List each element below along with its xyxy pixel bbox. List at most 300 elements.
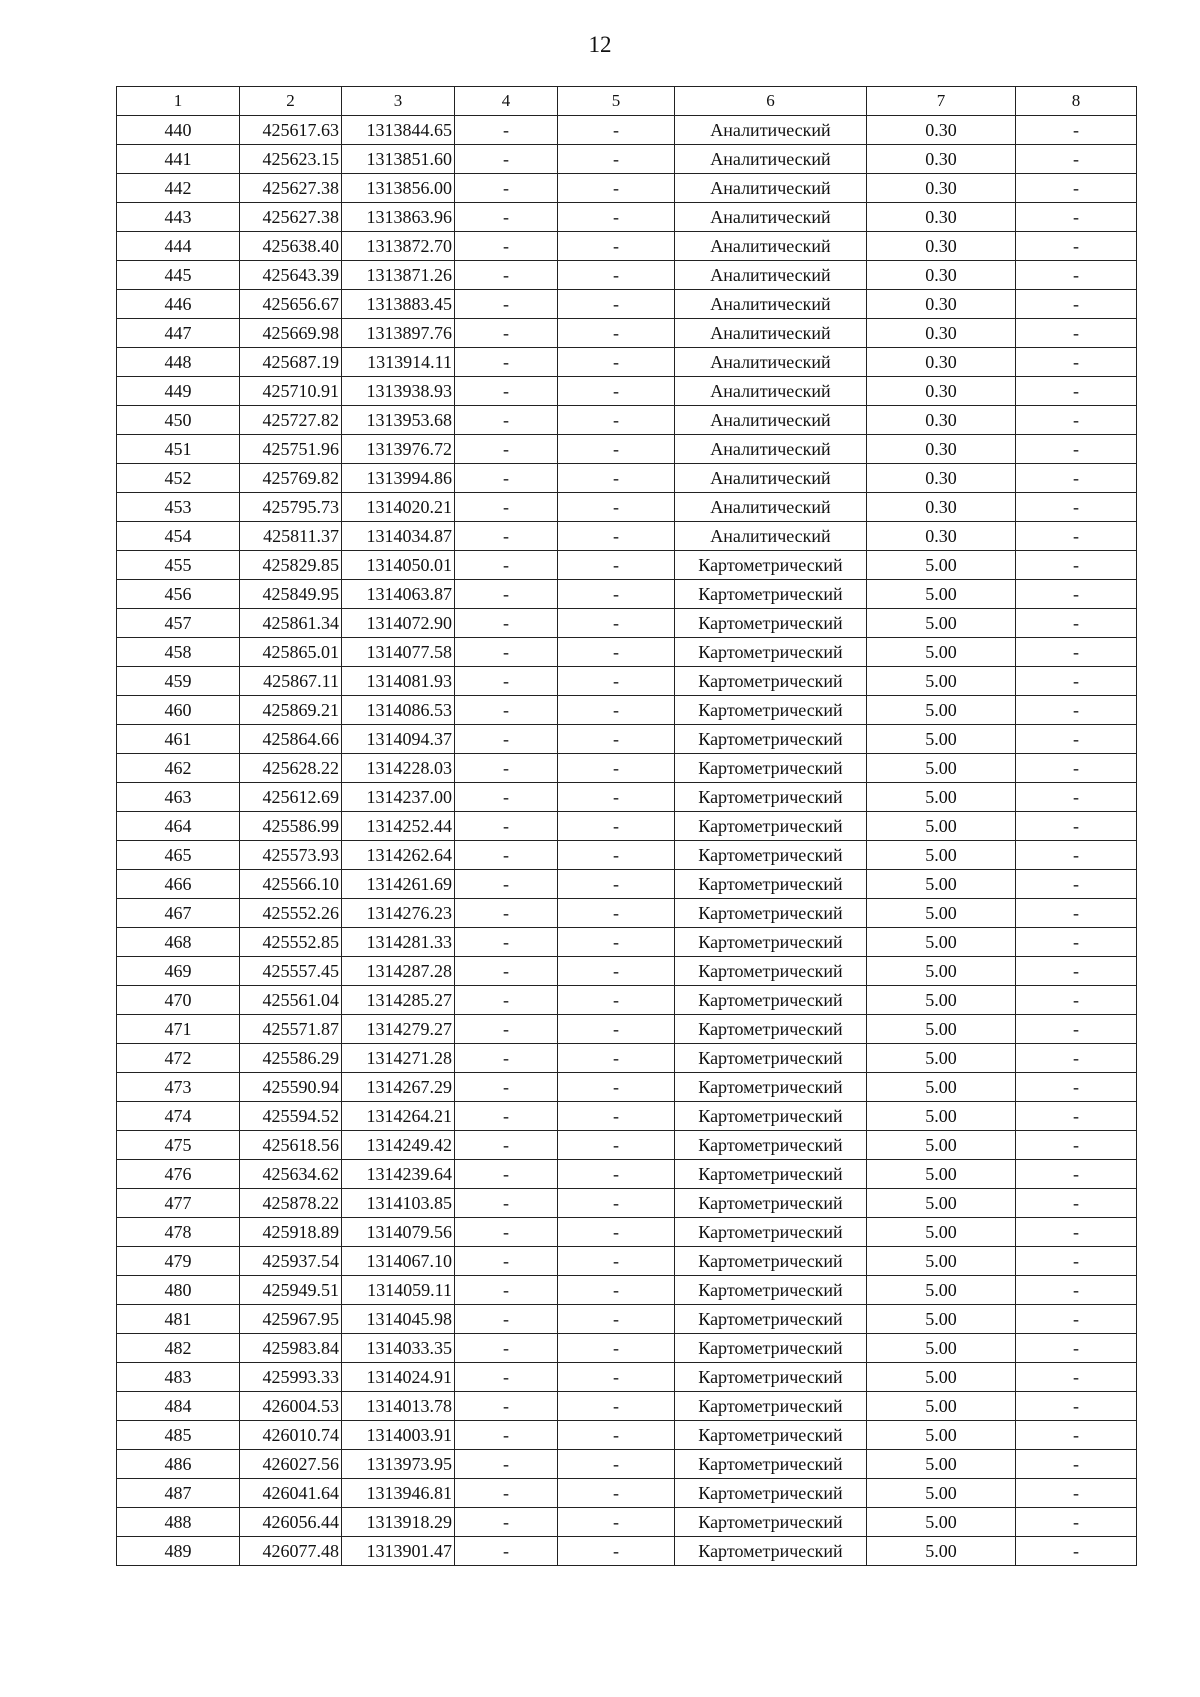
column-5-cell: - — [558, 870, 675, 899]
column-4-cell: - — [455, 261, 558, 290]
column-4-cell: - — [455, 319, 558, 348]
y-coordinate-cell: 1314103.85 — [342, 1189, 455, 1218]
y-coordinate-cell: 1313918.29 — [342, 1508, 455, 1537]
column-4-cell: - — [455, 377, 558, 406]
table-row — [117, 638, 1137, 667]
column-8-cell: - — [1016, 1218, 1137, 1247]
x-coordinate-cell: 425949.51 — [240, 1276, 342, 1305]
y-coordinate-cell: 1313914.11 — [342, 348, 455, 377]
column-4-cell: - — [455, 899, 558, 928]
column-4-cell: - — [455, 145, 558, 174]
point-number-cell: 475 — [117, 1131, 240, 1160]
column-5-cell: - — [558, 377, 675, 406]
column-8-cell: - — [1016, 1450, 1137, 1479]
point-number-cell: 452 — [117, 464, 240, 493]
column-4-cell: - — [455, 522, 558, 551]
column-5-cell: - — [558, 348, 675, 377]
point-number-cell: 480 — [117, 1276, 240, 1305]
y-coordinate-cell: 1314271.28 — [342, 1044, 455, 1073]
x-coordinate-cell: 425869.21 — [240, 696, 342, 725]
table-row — [117, 493, 1137, 522]
point-number-cell: 488 — [117, 1508, 240, 1537]
column-5-cell: - — [558, 1421, 675, 1450]
table-row — [117, 319, 1137, 348]
method-cell: Аналитический — [675, 377, 867, 406]
method-cell: Картометрический — [675, 1421, 867, 1450]
x-coordinate-cell: 425861.34 — [240, 609, 342, 638]
column-8-cell: - — [1016, 1102, 1137, 1131]
column-5-cell: - — [558, 783, 675, 812]
method-cell: Аналитический — [675, 348, 867, 377]
column-8-cell: - — [1016, 116, 1137, 145]
method-cell: Аналитический — [675, 261, 867, 290]
method-cell: Картометрический — [675, 812, 867, 841]
method-cell: Картометрический — [675, 1218, 867, 1247]
column-8-cell: - — [1016, 1189, 1137, 1218]
x-coordinate-cell: 425983.84 — [240, 1334, 342, 1363]
table-row — [117, 406, 1137, 435]
x-coordinate-cell: 425829.85 — [240, 551, 342, 580]
column-5-cell: - — [558, 1131, 675, 1160]
method-cell: Картометрический — [675, 986, 867, 1015]
column-5-cell: - — [558, 1218, 675, 1247]
column-4-cell: - — [455, 1276, 558, 1305]
y-coordinate-cell: 1314059.11 — [342, 1276, 455, 1305]
point-number-cell: 469 — [117, 957, 240, 986]
point-number-cell: 472 — [117, 1044, 240, 1073]
method-cell: Картометрический — [675, 1363, 867, 1392]
method-cell: Аналитический — [675, 116, 867, 145]
table-row — [117, 1073, 1137, 1102]
x-coordinate-cell: 425552.85 — [240, 928, 342, 957]
accuracy-cell: 0.30 — [867, 493, 1016, 522]
column-header: 8 — [1016, 87, 1137, 116]
accuracy-cell: 5.00 — [867, 1363, 1016, 1392]
column-8-cell: - — [1016, 290, 1137, 319]
column-5-cell: - — [558, 957, 675, 986]
x-coordinate-cell: 425627.38 — [240, 203, 342, 232]
column-4-cell: - — [455, 174, 558, 203]
accuracy-cell: 0.30 — [867, 348, 1016, 377]
column-4-cell: - — [455, 986, 558, 1015]
column-4-cell: - — [455, 667, 558, 696]
y-coordinate-cell: 1313871.26 — [342, 261, 455, 290]
point-number-cell: 442 — [117, 174, 240, 203]
x-coordinate-cell: 425687.19 — [240, 348, 342, 377]
accuracy-cell: 5.00 — [867, 870, 1016, 899]
method-cell: Картометрический — [675, 957, 867, 986]
column-8-cell: - — [1016, 1160, 1137, 1189]
table-row — [117, 725, 1137, 754]
method-cell: Картометрический — [675, 1537, 867, 1566]
accuracy-cell: 5.00 — [867, 1508, 1016, 1537]
method-cell: Картометрический — [675, 667, 867, 696]
table-row — [117, 1044, 1137, 1073]
point-number-cell: 487 — [117, 1479, 240, 1508]
column-5-cell: - — [558, 1189, 675, 1218]
y-coordinate-cell: 1314267.29 — [342, 1073, 455, 1102]
table-row — [117, 609, 1137, 638]
x-coordinate-cell: 426004.53 — [240, 1392, 342, 1421]
column-8-cell: - — [1016, 261, 1137, 290]
x-coordinate-cell: 425561.04 — [240, 986, 342, 1015]
accuracy-cell: 0.30 — [867, 406, 1016, 435]
column-4-cell: - — [455, 232, 558, 261]
column-4-cell: - — [455, 1392, 558, 1421]
method-cell: Картометрический — [675, 1247, 867, 1276]
point-number-cell: 478 — [117, 1218, 240, 1247]
method-cell: Картометрический — [675, 1305, 867, 1334]
column-5-cell: - — [558, 1334, 675, 1363]
method-cell: Картометрический — [675, 754, 867, 783]
table-row — [117, 1218, 1137, 1247]
column-8-cell: - — [1016, 1508, 1137, 1537]
point-number-cell: 441 — [117, 145, 240, 174]
accuracy-cell: 5.00 — [867, 638, 1016, 667]
table-row — [117, 1102, 1137, 1131]
column-4-cell: - — [455, 841, 558, 870]
point-number-cell: 457 — [117, 609, 240, 638]
column-header: 2 — [240, 87, 342, 116]
accuracy-cell: 5.00 — [867, 1102, 1016, 1131]
column-4-cell: - — [455, 203, 558, 232]
accuracy-cell: 0.30 — [867, 145, 1016, 174]
column-header: 7 — [867, 87, 1016, 116]
column-5-cell: - — [558, 725, 675, 754]
x-coordinate-cell: 426010.74 — [240, 1421, 342, 1450]
point-number-cell: 483 — [117, 1363, 240, 1392]
method-cell: Картометрический — [675, 1450, 867, 1479]
method-cell: Картометрический — [675, 1102, 867, 1131]
y-coordinate-cell: 1314045.98 — [342, 1305, 455, 1334]
point-number-cell: 448 — [117, 348, 240, 377]
y-coordinate-cell: 1313973.95 — [342, 1450, 455, 1479]
column-4-cell: - — [455, 1160, 558, 1189]
column-5-cell: - — [558, 1392, 675, 1421]
table-row — [117, 1537, 1137, 1566]
column-4-cell: - — [455, 870, 558, 899]
accuracy-cell: 0.30 — [867, 377, 1016, 406]
column-8-cell: - — [1016, 1479, 1137, 1508]
accuracy-cell: 0.30 — [867, 261, 1016, 290]
method-cell: Картометрический — [675, 1189, 867, 1218]
x-coordinate-cell: 425634.62 — [240, 1160, 342, 1189]
point-number-cell: 445 — [117, 261, 240, 290]
header-row — [117, 87, 1137, 116]
column-4-cell: - — [455, 638, 558, 667]
accuracy-cell: 5.00 — [867, 1537, 1016, 1566]
column-5-cell: - — [558, 638, 675, 667]
x-coordinate-cell: 426041.64 — [240, 1479, 342, 1508]
method-cell: Картометрический — [675, 783, 867, 812]
column-5-cell: - — [558, 1102, 675, 1131]
column-5-cell: - — [558, 435, 675, 464]
point-number-cell: 467 — [117, 899, 240, 928]
y-coordinate-cell: 1314063.87 — [342, 580, 455, 609]
x-coordinate-cell: 425590.94 — [240, 1073, 342, 1102]
method-cell: Картометрический — [675, 580, 867, 609]
column-8-cell: - — [1016, 609, 1137, 638]
method-cell: Картометрический — [675, 841, 867, 870]
column-4-cell: - — [455, 1102, 558, 1131]
table-row — [117, 1305, 1137, 1334]
x-coordinate-cell: 425656.67 — [240, 290, 342, 319]
column-8-cell: - — [1016, 580, 1137, 609]
y-coordinate-cell: 1314239.64 — [342, 1160, 455, 1189]
column-8-cell: - — [1016, 725, 1137, 754]
column-8-cell: - — [1016, 319, 1137, 348]
method-cell: Картометрический — [675, 899, 867, 928]
point-number-cell: 479 — [117, 1247, 240, 1276]
point-number-cell: 456 — [117, 580, 240, 609]
y-coordinate-cell: 1314013.78 — [342, 1392, 455, 1421]
column-5-cell: - — [558, 406, 675, 435]
column-8-cell: - — [1016, 841, 1137, 870]
y-coordinate-cell: 1314094.37 — [342, 725, 455, 754]
column-8-cell: - — [1016, 551, 1137, 580]
column-8-cell: - — [1016, 1073, 1137, 1102]
table-row — [117, 1160, 1137, 1189]
column-5-cell: - — [558, 1073, 675, 1102]
y-coordinate-cell: 1314285.27 — [342, 986, 455, 1015]
column-8-cell: - — [1016, 667, 1137, 696]
x-coordinate-cell: 425586.29 — [240, 1044, 342, 1073]
page-number: 12 — [588, 32, 612, 57]
table-row — [117, 1189, 1137, 1218]
y-coordinate-cell: 1314050.01 — [342, 551, 455, 580]
y-coordinate-cell: 1314033.35 — [342, 1334, 455, 1363]
column-4-cell: - — [455, 957, 558, 986]
column-4-cell: - — [455, 783, 558, 812]
x-coordinate-cell: 425727.82 — [240, 406, 342, 435]
column-4-cell: - — [455, 812, 558, 841]
y-coordinate-cell: 1313883.45 — [342, 290, 455, 319]
accuracy-cell: 0.30 — [867, 435, 1016, 464]
y-coordinate-cell: 1314024.91 — [342, 1363, 455, 1392]
table-row — [117, 754, 1137, 783]
column-5-cell: - — [558, 928, 675, 957]
x-coordinate-cell: 425918.89 — [240, 1218, 342, 1247]
point-number-cell: 444 — [117, 232, 240, 261]
method-cell: Картометрический — [675, 870, 867, 899]
column-8-cell: - — [1016, 174, 1137, 203]
table-row — [117, 1392, 1137, 1421]
column-4-cell: - — [455, 1044, 558, 1073]
column-4-cell: - — [455, 1073, 558, 1102]
column-4-cell: - — [455, 1305, 558, 1334]
accuracy-cell: 5.00 — [867, 928, 1016, 957]
accuracy-cell: 0.30 — [867, 203, 1016, 232]
column-5-cell: - — [558, 1305, 675, 1334]
method-cell: Картометрический — [675, 609, 867, 638]
column-5-cell: - — [558, 812, 675, 841]
point-number-cell: 450 — [117, 406, 240, 435]
x-coordinate-cell: 425612.69 — [240, 783, 342, 812]
x-coordinate-cell: 425627.38 — [240, 174, 342, 203]
method-cell: Картометрический — [675, 1276, 867, 1305]
point-number-cell: 447 — [117, 319, 240, 348]
accuracy-cell: 0.30 — [867, 174, 1016, 203]
x-coordinate-cell: 425618.56 — [240, 1131, 342, 1160]
column-8-cell: - — [1016, 1305, 1137, 1334]
table-row — [117, 1450, 1137, 1479]
column-8-cell: - — [1016, 1392, 1137, 1421]
table-row — [117, 551, 1137, 580]
accuracy-cell: 5.00 — [867, 1276, 1016, 1305]
accuracy-cell: 5.00 — [867, 1479, 1016, 1508]
column-8-cell: - — [1016, 696, 1137, 725]
x-coordinate-cell: 426056.44 — [240, 1508, 342, 1537]
table-row — [117, 928, 1137, 957]
column-8-cell: - — [1016, 1537, 1137, 1566]
column-5-cell: - — [558, 1015, 675, 1044]
x-coordinate-cell: 425628.22 — [240, 754, 342, 783]
accuracy-cell: 5.00 — [867, 957, 1016, 986]
column-4-cell: - — [455, 551, 558, 580]
method-cell: Картометрический — [675, 1073, 867, 1102]
x-coordinate-cell: 425669.98 — [240, 319, 342, 348]
x-coordinate-cell: 425795.73 — [240, 493, 342, 522]
point-number-cell: 465 — [117, 841, 240, 870]
column-5-cell: - — [558, 580, 675, 609]
x-coordinate-cell: 425864.66 — [240, 725, 342, 754]
column-5-cell: - — [558, 1044, 675, 1073]
point-number-cell: 477 — [117, 1189, 240, 1218]
accuracy-cell: 0.30 — [867, 522, 1016, 551]
column-8-cell: - — [1016, 928, 1137, 957]
column-4-cell: - — [455, 1247, 558, 1276]
x-coordinate-cell: 426077.48 — [240, 1537, 342, 1566]
x-coordinate-cell: 425867.11 — [240, 667, 342, 696]
table-row — [117, 899, 1137, 928]
table-row — [117, 783, 1137, 812]
table-row — [117, 1131, 1137, 1160]
y-coordinate-cell: 1313976.72 — [342, 435, 455, 464]
column-header: 4 — [455, 87, 558, 116]
table-row — [117, 261, 1137, 290]
column-4-cell: - — [455, 928, 558, 957]
table-row — [117, 696, 1137, 725]
accuracy-cell: 5.00 — [867, 1131, 1016, 1160]
y-coordinate-cell: 1314276.23 — [342, 899, 455, 928]
column-4-cell: - — [455, 1015, 558, 1044]
column-4-cell: - — [455, 435, 558, 464]
point-number-cell: 462 — [117, 754, 240, 783]
x-coordinate-cell: 425865.01 — [240, 638, 342, 667]
method-cell: Аналитический — [675, 232, 867, 261]
x-coordinate-cell: 425638.40 — [240, 232, 342, 261]
y-coordinate-cell: 1313856.00 — [342, 174, 455, 203]
column-5-cell: - — [558, 551, 675, 580]
accuracy-cell: 5.00 — [867, 812, 1016, 841]
method-cell: Картометрический — [675, 1334, 867, 1363]
accuracy-cell: 5.00 — [867, 1015, 1016, 1044]
y-coordinate-cell: 1314077.58 — [342, 638, 455, 667]
accuracy-cell: 5.00 — [867, 899, 1016, 928]
column-4-cell: - — [455, 1537, 558, 1566]
table-row — [117, 116, 1137, 145]
point-number-cell: 458 — [117, 638, 240, 667]
accuracy-cell: 5.00 — [867, 1247, 1016, 1276]
y-coordinate-cell: 1314262.64 — [342, 841, 455, 870]
column-5-cell: - — [558, 232, 675, 261]
y-coordinate-cell: 1313863.96 — [342, 203, 455, 232]
point-number-cell: 446 — [117, 290, 240, 319]
column-8-cell: - — [1016, 638, 1137, 667]
column-8-cell: - — [1016, 493, 1137, 522]
table-row — [117, 986, 1137, 1015]
y-coordinate-cell: 1314079.56 — [342, 1218, 455, 1247]
table-row — [117, 1508, 1137, 1537]
table-row — [117, 1334, 1137, 1363]
method-cell: Аналитический — [675, 290, 867, 319]
column-8-cell: - — [1016, 754, 1137, 783]
point-number-cell: 466 — [117, 870, 240, 899]
accuracy-cell: 5.00 — [867, 1073, 1016, 1102]
coordinates-table — [116, 86, 1137, 1566]
point-number-cell: 453 — [117, 493, 240, 522]
column-header: 3 — [342, 87, 455, 116]
y-coordinate-cell: 1313994.86 — [342, 464, 455, 493]
accuracy-cell: 5.00 — [867, 783, 1016, 812]
accuracy-cell: 5.00 — [867, 1189, 1016, 1218]
column-5-cell: - — [558, 1450, 675, 1479]
table-row — [117, 203, 1137, 232]
x-coordinate-cell: 425710.91 — [240, 377, 342, 406]
column-4-cell: - — [455, 609, 558, 638]
table-row — [117, 522, 1137, 551]
accuracy-cell: 0.30 — [867, 464, 1016, 493]
table-row — [117, 667, 1137, 696]
column-4-cell: - — [455, 1334, 558, 1363]
column-8-cell: - — [1016, 899, 1137, 928]
method-cell: Картометрический — [675, 1015, 867, 1044]
table-row — [117, 841, 1137, 870]
column-4-cell: - — [455, 1479, 558, 1508]
method-cell: Аналитический — [675, 493, 867, 522]
column-4-cell: - — [455, 1363, 558, 1392]
column-8-cell: - — [1016, 1247, 1137, 1276]
column-5-cell: - — [558, 116, 675, 145]
method-cell: Картометрический — [675, 551, 867, 580]
y-coordinate-cell: 1313844.65 — [342, 116, 455, 145]
column-8-cell: - — [1016, 1131, 1137, 1160]
method-cell: Аналитический — [675, 145, 867, 174]
y-coordinate-cell: 1314249.42 — [342, 1131, 455, 1160]
point-number-cell: 489 — [117, 1537, 240, 1566]
column-8-cell: - — [1016, 348, 1137, 377]
point-number-cell: 440 — [117, 116, 240, 145]
x-coordinate-cell: 425552.26 — [240, 899, 342, 928]
y-coordinate-cell: 1314003.91 — [342, 1421, 455, 1450]
column-5-cell: - — [558, 261, 675, 290]
column-4-cell: - — [455, 290, 558, 319]
point-number-cell: 486 — [117, 1450, 240, 1479]
accuracy-cell: 5.00 — [867, 1421, 1016, 1450]
y-coordinate-cell: 1314281.33 — [342, 928, 455, 957]
point-number-cell: 476 — [117, 1160, 240, 1189]
point-number-cell: 482 — [117, 1334, 240, 1363]
column-4-cell: - — [455, 754, 558, 783]
accuracy-cell: 5.00 — [867, 609, 1016, 638]
column-5-cell: - — [558, 174, 675, 203]
column-8-cell: - — [1016, 522, 1137, 551]
column-8-cell: - — [1016, 812, 1137, 841]
column-5-cell: - — [558, 841, 675, 870]
table-row — [117, 464, 1137, 493]
point-number-cell: 443 — [117, 203, 240, 232]
column-8-cell: - — [1016, 406, 1137, 435]
